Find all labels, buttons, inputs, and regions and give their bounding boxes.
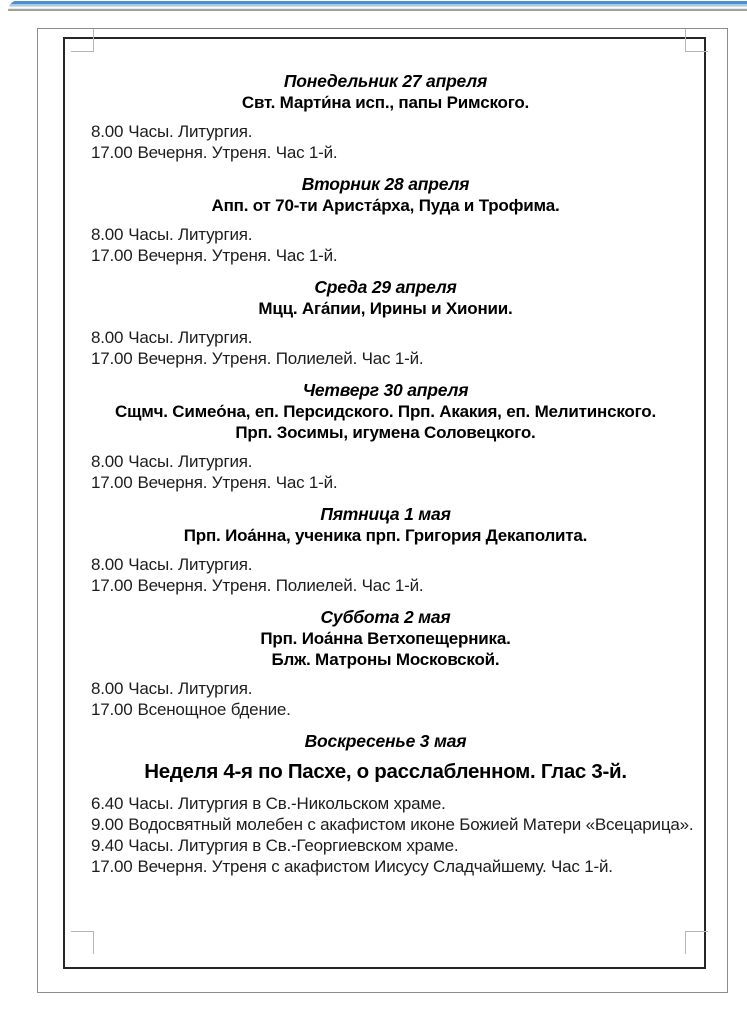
- services-list: [91, 554, 680, 596]
- day-title: Вторник 28 апреля: [301, 174, 470, 194]
- day-title: Воскресенье 3 мая: [304, 731, 467, 751]
- service-text: Вечерня. Утреня. Час 1-й.: [137, 246, 338, 265]
- day-title: Пятница 1 мая: [320, 504, 451, 524]
- day-section-thursday: [91, 380, 680, 493]
- service-line: [91, 793, 680, 814]
- margin-cropmark-top-left: [71, 29, 94, 52]
- service-line: [91, 142, 680, 163]
- top-app-bar-edge: [8, 0, 747, 11]
- service-time: 17.00: [91, 349, 133, 368]
- services-list: [91, 224, 680, 266]
- day-section-friday: [91, 504, 680, 596]
- services-list: [91, 451, 680, 493]
- services-list: [91, 793, 694, 877]
- service-time: 8.00: [91, 452, 124, 471]
- saints-line: Блж. Матроны Московской.: [271, 650, 500, 669]
- service-line: [91, 121, 680, 142]
- service-line: [91, 224, 680, 245]
- day-section-monday: [91, 71, 680, 163]
- service-time: 8.00: [91, 555, 124, 574]
- service-line: [91, 451, 680, 472]
- service-text: Часы. Литургия.: [128, 679, 253, 698]
- service-line: [91, 835, 680, 856]
- day-section-tuesday: [91, 174, 680, 266]
- document-border-frame: [63, 37, 706, 969]
- service-line: [91, 554, 680, 575]
- service-text: Вечерня. Утреня. Час 1-й.: [137, 143, 338, 162]
- service-text: Всенощное бдение.: [137, 700, 291, 719]
- day-title: Понедельник 27 апреля: [283, 71, 488, 91]
- service-time: 8.00: [91, 122, 124, 141]
- service-line: [91, 245, 680, 266]
- service-time: 8.00: [91, 328, 124, 347]
- service-time: 17.00: [91, 246, 133, 265]
- service-text: Часы. Литургия.: [128, 555, 253, 574]
- saints-line: Прп. Иоа́нна Ветхопещерника.: [260, 629, 511, 648]
- schedule-content: [65, 39, 704, 877]
- service-text: Водосвятный молебен с акафистом иконе Божией Матери «Всецарица».: [128, 815, 694, 834]
- service-time: 17.00: [91, 143, 133, 162]
- service-line: [91, 699, 680, 720]
- service-text: Часы. Литургия в Св.-Георгиевском храме.: [128, 836, 459, 855]
- margin-cropmark-top-right: [685, 29, 708, 52]
- service-time: 9.00: [91, 815, 124, 834]
- saints-line: Прп. Иоа́нна, ученика прп. Григория Декаполита.: [183, 526, 588, 545]
- day-section-sunday: [91, 731, 694, 877]
- service-time: 17.00: [91, 473, 133, 492]
- service-line: [91, 348, 680, 369]
- service-line: [91, 814, 694, 835]
- day-title: Четверг 30 апреля: [302, 380, 469, 400]
- margin-cropmark-bottom-right: [685, 931, 708, 954]
- service-text: Часы. Литургия.: [128, 452, 253, 471]
- service-text: Вечерня. Утреня с акафистом Иисусу Сладчайшему. Час 1-й.: [137, 857, 613, 876]
- service-time: 17.00: [91, 700, 133, 719]
- services-list: [91, 678, 680, 720]
- service-line: [91, 472, 680, 493]
- services-list: [91, 327, 680, 369]
- service-text: Вечерня. Утреня. Полиелей. Час 1-й.: [137, 349, 424, 368]
- saints-line: Сщмч. Симео́на, еп. Персидского. Прп. Акакия, еп. Мелитинского.: [115, 402, 656, 421]
- service-time: 6.40: [91, 794, 124, 813]
- service-time: 8.00: [91, 225, 124, 244]
- service-time: 17.00: [91, 576, 133, 595]
- saints-line: Прп. Зосимы, игумена Соловецкого.: [235, 423, 536, 442]
- document-page: [37, 28, 728, 993]
- saints-line: Апп. от 70-ти Ариста́рха, Пуда и Трофима.: [211, 196, 560, 215]
- feast-title: Неделя 4-я по Пасхе, о расслабленном. Глас 3-й.: [144, 760, 627, 783]
- service-line: [91, 856, 680, 877]
- day-section-saturday: [91, 607, 680, 720]
- day-title: Среда 29 апреля: [314, 277, 457, 297]
- saints-line: Свт. Марти́на исп., папы Римского.: [241, 93, 530, 112]
- service-text: Часы. Литургия в Св.-Никольском храме.: [128, 794, 446, 813]
- service-text: Часы. Литургия.: [128, 122, 253, 141]
- service-line: [91, 575, 680, 596]
- margin-cropmark-bottom-left: [71, 931, 94, 954]
- service-time: 17.00: [91, 857, 133, 876]
- service-time: 8.00: [91, 679, 124, 698]
- service-text: Часы. Литургия.: [128, 225, 253, 244]
- service-text: Часы. Литургия.: [128, 328, 253, 347]
- service-line: [91, 327, 680, 348]
- day-section-wednesday: [91, 277, 680, 369]
- services-list: [91, 121, 680, 163]
- saints-line: Мцц. Ага́пии, Ирины и Хионии.: [258, 299, 513, 318]
- service-line: [91, 678, 680, 699]
- service-text: Вечерня. Утреня. Полиелей. Час 1-й.: [137, 576, 424, 595]
- service-time: 9.40: [91, 836, 124, 855]
- day-title: Суббота 2 мая: [320, 607, 451, 627]
- service-text: Вечерня. Утреня. Час 1-й.: [137, 473, 338, 492]
